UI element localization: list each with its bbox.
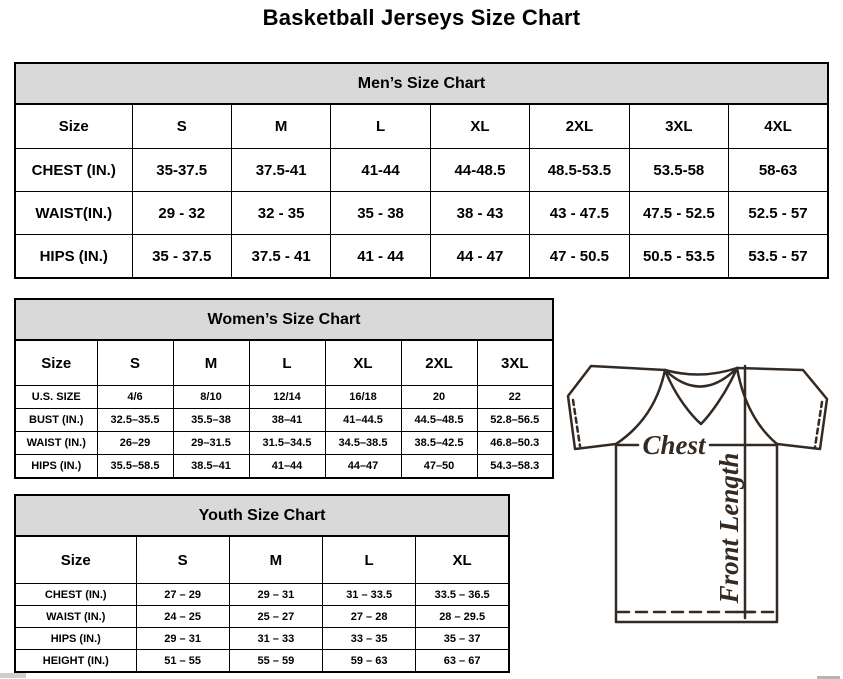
cell: 31 – 33.5	[323, 584, 416, 606]
row-label: CHEST (IN.)	[15, 149, 132, 192]
cell: 47–50	[401, 455, 477, 479]
cell: 32 - 35	[231, 192, 330, 235]
womens-size-header: Size	[15, 340, 97, 386]
youth-col-header-s: S	[136, 536, 229, 584]
youth-chart-title: Youth Size Chart	[15, 495, 509, 536]
cell: 41–44	[249, 455, 325, 479]
cell: 35.5–38	[173, 409, 249, 432]
cell: 33.5 – 36.5	[416, 584, 509, 606]
cell: 27 – 28	[323, 606, 416, 628]
youth-col-header-m: M	[229, 536, 322, 584]
womens-col-header-m: M	[173, 340, 249, 386]
cell: 4/6	[97, 386, 173, 409]
mens-col-header-4xl: 4XL	[729, 104, 828, 149]
chest-label: Chest	[642, 430, 706, 460]
cell: 51 – 55	[136, 650, 229, 673]
cell: 35 – 37	[416, 628, 509, 650]
cell: 20	[401, 386, 477, 409]
right-raglan-seam	[737, 368, 777, 444]
cell: 54.3–58.3	[477, 455, 553, 479]
cell: 53.5 - 57	[729, 235, 828, 279]
cell: 31.5–34.5	[249, 432, 325, 455]
cell: 29–31.5	[173, 432, 249, 455]
jersey-outline	[568, 366, 827, 622]
cell: 22	[477, 386, 553, 409]
cell: 38–41	[249, 409, 325, 432]
mens-col-header-2xl: 2XL	[530, 104, 629, 149]
mens-col-header-l: L	[331, 104, 430, 149]
cell: 29 - 32	[132, 192, 231, 235]
cell: 47.5 - 52.5	[629, 192, 728, 235]
youth-col-header-xl: XL	[416, 536, 509, 584]
row-label: WAIST (IN.)	[15, 432, 97, 455]
cell: 24 – 25	[136, 606, 229, 628]
cell: 35-37.5	[132, 149, 231, 192]
cell: 35 - 38	[331, 192, 430, 235]
womens-col-header-xl: XL	[325, 340, 401, 386]
cell: 28 – 29.5	[416, 606, 509, 628]
mens-col-header-xl: XL	[430, 104, 529, 149]
row-label: CHEST (IN.)	[15, 584, 136, 606]
cell: 8/10	[173, 386, 249, 409]
cell: 48.5-53.5	[530, 149, 629, 192]
cell: 46.8–50.3	[477, 432, 553, 455]
cell: 26–29	[97, 432, 173, 455]
womens-col-header-2xl: 2XL	[401, 340, 477, 386]
cell: 35.5–58.5	[97, 455, 173, 479]
cell: 38.5–41	[173, 455, 249, 479]
cell: 12/14	[249, 386, 325, 409]
cell: 44.5–48.5	[401, 409, 477, 432]
cell: 25 – 27	[229, 606, 322, 628]
cell: 34.5–38.5	[325, 432, 401, 455]
womens-col-header-3xl: 3XL	[477, 340, 553, 386]
cell: 55 – 59	[229, 650, 322, 673]
womens-col-header-l: L	[249, 340, 325, 386]
youth-size-header: Size	[15, 536, 136, 584]
row-label: HIPS (IN.)	[15, 628, 136, 650]
cell: 33 – 35	[323, 628, 416, 650]
cell: 29 – 31	[229, 584, 322, 606]
mens-col-header-m: M	[231, 104, 330, 149]
cell: 58-63	[729, 149, 828, 192]
cell: 32.5–35.5	[97, 409, 173, 432]
cell: 35 - 37.5	[132, 235, 231, 279]
cell: 63 – 67	[416, 650, 509, 673]
cell: 41-44	[331, 149, 430, 192]
cell: 43 - 47.5	[530, 192, 629, 235]
mens-chart-title: Men’s Size Chart	[15, 63, 828, 104]
cell: 16/18	[325, 386, 401, 409]
cell: 50.5 - 53.5	[629, 235, 728, 279]
mens-col-header-s: S	[132, 104, 231, 149]
row-label: HIPS (IN.)	[15, 455, 97, 479]
cell: 41–44.5	[325, 409, 401, 432]
cell: 41 - 44	[331, 235, 430, 279]
cell: 27 – 29	[136, 584, 229, 606]
cell: 37.5 - 41	[231, 235, 330, 279]
cell: 59 – 63	[323, 650, 416, 673]
mens-size-header: Size	[15, 104, 132, 149]
cell: 53.5-58	[629, 149, 728, 192]
bottom-left-scrollbar-artifact	[0, 673, 26, 678]
cell: 31 – 33	[229, 628, 322, 650]
cell: 44 - 47	[430, 235, 529, 279]
row-label: HIPS (IN.)	[15, 235, 132, 279]
womens-size-chart-table	[14, 298, 554, 479]
row-label: BUST (IN.)	[15, 409, 97, 432]
row-label: HEIGHT (IN.)	[15, 650, 136, 673]
cell: 44-48.5	[430, 149, 529, 192]
cell: 44–47	[325, 455, 401, 479]
cell: 52.5 - 57	[729, 192, 828, 235]
cell: 52.8–56.5	[477, 409, 553, 432]
row-label: WAIST(IN.)	[15, 192, 132, 235]
mens-size-chart-table	[14, 62, 829, 279]
womens-col-header-s: S	[97, 340, 173, 386]
row-label: WAIST (IN.)	[15, 606, 136, 628]
jersey-measurement-diagram	[558, 356, 843, 636]
row-label: U.S. SIZE	[15, 386, 97, 409]
mens-col-header-3xl: 3XL	[629, 104, 728, 149]
cell: 29 – 31	[136, 628, 229, 650]
cell: 38.5–42.5	[401, 432, 477, 455]
front-length-label: Front Length	[714, 452, 744, 604]
page-title: Basketball Jerseys Size Chart	[262, 5, 581, 30]
youth-col-header-l: L	[323, 536, 416, 584]
womens-chart-title: Women’s Size Chart	[15, 299, 553, 340]
youth-size-chart-table	[14, 494, 510, 673]
cell: 37.5-41	[231, 149, 330, 192]
cell: 38 - 43	[430, 192, 529, 235]
collar-back-line	[665, 368, 737, 375]
cell: 47 - 50.5	[530, 235, 629, 279]
